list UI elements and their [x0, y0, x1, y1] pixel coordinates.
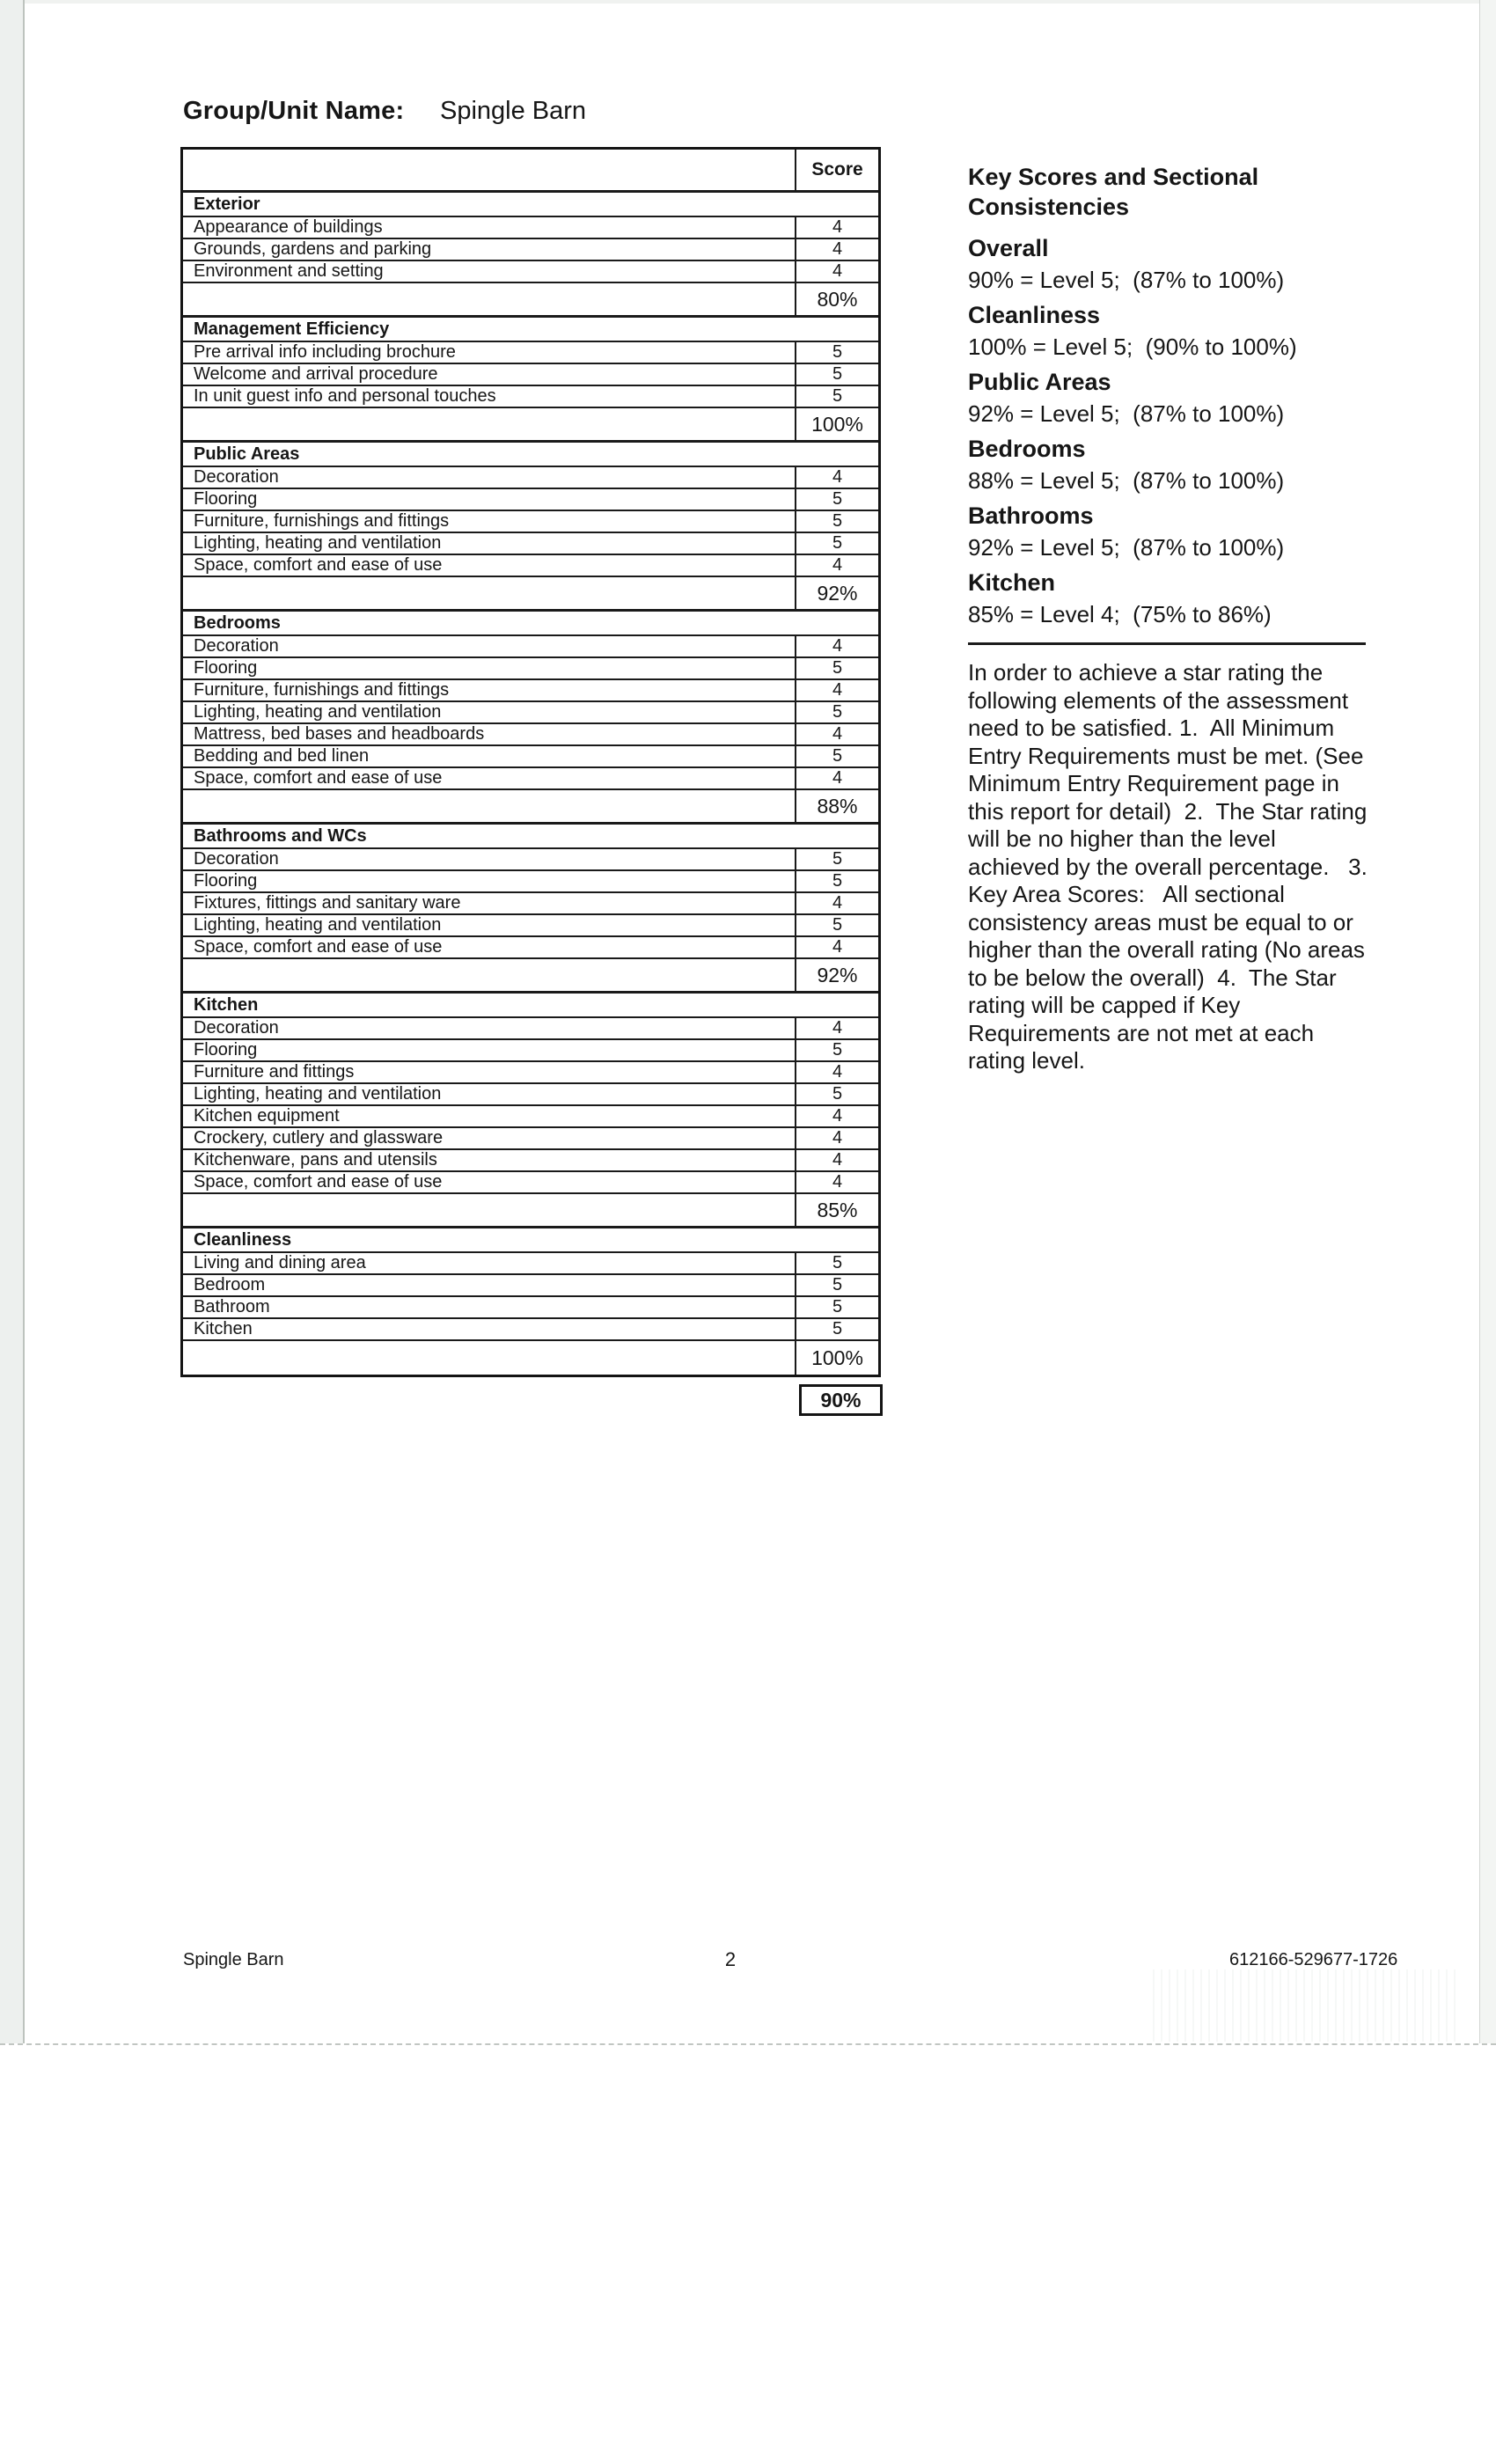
table-row [183, 937, 878, 959]
item-label: Bedding and bed linen [194, 746, 370, 766]
table-row [183, 768, 878, 790]
key-scores-divider [968, 642, 1366, 645]
key-scores-panel [968, 162, 1382, 1075]
item-score: 4 [795, 1172, 878, 1192]
item-label: In unit guest info and personal touches [194, 386, 496, 406]
section-name: Bedrooms [194, 612, 281, 633]
item-label: Fixtures, fittings and sanitary ware [194, 893, 461, 913]
item-label: Appearance of buildings [194, 217, 383, 237]
item-label: Furniture, furnishings and fittings [194, 680, 450, 700]
item-score: 4 [795, 724, 878, 744]
item-label: Flooring [194, 658, 258, 678]
item-label: Kitchen [194, 1319, 253, 1338]
item-score: 5 [795, 386, 878, 407]
table-row [183, 1172, 878, 1194]
key-score-entry [968, 299, 1382, 363]
item-label: Flooring [194, 1040, 258, 1060]
item-score: 5 [795, 658, 878, 678]
key-score-entry [968, 232, 1382, 296]
footer-reference-number: 612166-529677-1726 [1229, 1950, 1398, 1969]
table-row [183, 893, 878, 915]
table-row [183, 1018, 878, 1040]
table-row [183, 724, 878, 746]
item-score: 4 [795, 261, 878, 282]
table-row [183, 1319, 878, 1341]
star-rating-note: In order to achieve a star rating the following elements of the assessment need to be satisfied. 1. All Minimum Entry Requirements must be met. (See Minimum Entry Requirement page in this report for detail) 2. The Star rating will be no higher than the level achieved by the overall percentage. 3. Key Area Scores: All sectional consistency areas must be equal to or higher than the overall rating (No areas to be below the overall) 4. The Star rating will be capped if Key Requirements are not met at each rating level. [968, 659, 1381, 1074]
item-label: Lighting, heating and ventilation [194, 702, 442, 722]
item-score: 5 [795, 915, 878, 935]
table-row [183, 1084, 878, 1106]
section-name: Cleanliness [194, 1229, 292, 1250]
item-score: 4 [795, 555, 878, 576]
score-table-header-row [183, 150, 878, 192]
key-score-area: Kitchen [968, 569, 1056, 596]
subtotal-spacer [183, 790, 795, 822]
item-score: 4 [795, 1018, 878, 1038]
section-header-row [183, 824, 878, 849]
item-label: Crockery, cutlery and glassware [194, 1128, 444, 1148]
scan-edge-top [0, 0, 1496, 4]
item-label: Pre arrival info including brochure [194, 342, 456, 362]
item-score: 5 [795, 1297, 878, 1317]
item-label: Flooring [194, 489, 258, 509]
item-label: Lighting, heating and ventilation [194, 915, 442, 935]
section-name: Management Efficiency [194, 319, 390, 339]
subtotal-spacer [183, 408, 795, 440]
section-name: Bathrooms and WCs [194, 825, 367, 846]
table-row [183, 1253, 878, 1275]
item-label: Space, comfort and ease of use [194, 1172, 443, 1192]
key-score-value: 88% = Level 5; (87% to 100%) [968, 467, 1285, 494]
item-score: 4 [795, 467, 878, 488]
table-row [183, 849, 878, 871]
section-percent: 92% [795, 959, 878, 991]
subtotal-spacer [183, 577, 795, 609]
item-label: Kitchen equipment [194, 1106, 340, 1126]
score-column-header: Score [795, 150, 878, 190]
scan-edge-left [0, 0, 25, 2043]
item-label: Mattress, bed bases and headboards [194, 724, 485, 744]
item-label: Lighting, heating and ventilation [194, 1084, 442, 1104]
item-score: 5 [795, 1084, 878, 1104]
section-percent: 85% [795, 1194, 878, 1226]
item-score: 4 [795, 893, 878, 913]
key-score-value: 92% = Level 5; (87% to 100%) [968, 534, 1285, 561]
table-row [183, 261, 878, 283]
item-score: 4 [795, 1062, 878, 1082]
table-row [183, 511, 878, 533]
section-header-row [183, 317, 878, 342]
table-row [183, 489, 878, 511]
item-score: 4 [795, 1106, 878, 1126]
subtotal-spacer [183, 1341, 795, 1375]
table-row [183, 1128, 878, 1150]
item-label: Lighting, heating and ventilation [194, 533, 442, 553]
section-percent: 100% [795, 408, 878, 440]
item-score: 4 [795, 217, 878, 238]
table-row [183, 680, 878, 702]
table-row [183, 342, 878, 364]
section-percent: 92% [795, 577, 878, 609]
item-score: 5 [795, 342, 878, 363]
subtotal-spacer [183, 1194, 795, 1226]
item-score: 4 [795, 636, 878, 656]
item-score: 4 [795, 1128, 878, 1148]
item-label: Kitchenware, pans and utensils [194, 1150, 437, 1170]
key-score-value: 92% = Level 5; (87% to 100%) [968, 400, 1285, 427]
key-score-area: Public Areas [968, 369, 1111, 395]
item-score: 5 [795, 489, 878, 510]
item-score: 5 [795, 1253, 878, 1273]
key-score-area: Cleanliness [968, 302, 1101, 328]
item-label: Space, comfort and ease of use [194, 937, 443, 957]
section-name: Public Areas [194, 444, 300, 464]
item-score: 5 [795, 364, 878, 385]
item-score: 5 [795, 871, 878, 891]
table-row [183, 636, 878, 658]
section-header-row [183, 993, 878, 1018]
section-name: Kitchen [194, 994, 259, 1015]
item-score: 4 [795, 239, 878, 260]
table-row [183, 386, 878, 408]
section-subtotal-row [183, 959, 878, 993]
overall-score-value: 90% [820, 1388, 862, 1412]
item-label: Decoration [194, 849, 279, 869]
section-subtotal-row [183, 1194, 878, 1228]
table-row [183, 915, 878, 937]
item-label: Bathroom [194, 1297, 270, 1316]
page-number: 2 [724, 1948, 737, 1970]
key-score-area: Bedrooms [968, 436, 1086, 462]
section-percent: 88% [795, 790, 878, 822]
key-score-entry [968, 433, 1382, 496]
section-percent: 80% [795, 283, 878, 315]
footer-unit-name: Spingle Barn [183, 1950, 284, 1969]
item-score: 5 [795, 849, 878, 869]
item-label: Flooring [194, 871, 258, 891]
table-row [183, 1150, 878, 1172]
section-subtotal-row [183, 283, 878, 317]
group-unit-name-label: Group/Unit Name: [183, 97, 405, 125]
table-row [183, 217, 878, 239]
item-label: Grounds, gardens and parking [194, 239, 432, 259]
scan-page-bottom-edge [0, 2043, 1496, 2045]
section-header-row [183, 1228, 878, 1253]
item-label: Space, comfort and ease of use [194, 555, 443, 575]
item-score: 4 [795, 937, 878, 957]
table-row [183, 1275, 878, 1297]
section-subtotal-row [183, 577, 878, 611]
section-header-row [183, 192, 878, 217]
item-label: Decoration [194, 636, 279, 656]
item-label: Decoration [194, 467, 279, 487]
item-score: 5 [795, 1040, 878, 1060]
subtotal-spacer [183, 283, 795, 315]
item-score: 5 [795, 1319, 878, 1339]
key-score-value: 85% = Level 4; (75% to 86%) [968, 601, 1272, 627]
scan-noise [1153, 1969, 1461, 2042]
section-header-row [183, 442, 878, 467]
item-label: Space, comfort and ease of use [194, 768, 443, 788]
subtotal-spacer [183, 959, 795, 991]
table-row [183, 533, 878, 555]
item-score: 4 [795, 1150, 878, 1170]
key-score-area: Bathrooms [968, 502, 1094, 529]
score-table-header-spacer [183, 150, 795, 190]
scan-edge-right [1479, 0, 1496, 2043]
table-row [183, 702, 878, 724]
section-name: Exterior [194, 194, 260, 214]
key-score-entry [968, 567, 1382, 630]
item-score: 5 [795, 1275, 878, 1295]
table-row [183, 871, 878, 893]
item-label: Environment and setting [194, 261, 384, 281]
table-row [183, 1040, 878, 1062]
item-label: Bedroom [194, 1275, 266, 1294]
item-score: 5 [795, 511, 878, 532]
item-label: Furniture, furnishings and fittings [194, 511, 450, 531]
table-row [183, 746, 878, 768]
key-score-area: Overall [968, 235, 1049, 261]
section-percent: 100% [795, 1341, 878, 1375]
item-score: 4 [795, 768, 878, 788]
key-scores-entries [968, 232, 1382, 630]
table-row [183, 1106, 878, 1128]
key-score-entry [968, 366, 1382, 429]
item-label: Welcome and arrival procedure [194, 364, 438, 384]
item-score: 5 [795, 746, 878, 766]
section-header-row [183, 611, 878, 636]
item-label: Furniture and fittings [194, 1062, 355, 1082]
group-unit-name-value: Spingle Barn [440, 97, 587, 125]
key-score-entry [968, 500, 1382, 563]
table-row [183, 1297, 878, 1319]
key-scores-heading: Key Scores and Sectional Consistencies [968, 164, 1259, 220]
item-label: Living and dining area [194, 1253, 366, 1272]
table-row [183, 555, 878, 577]
item-score: 5 [795, 533, 878, 554]
table-row [183, 364, 878, 386]
key-score-value: 100% = Level 5; (90% to 100%) [968, 334, 1297, 360]
item-score: 4 [795, 680, 878, 700]
overall-score-box [799, 1384, 883, 1416]
section-subtotal-row [183, 790, 878, 824]
key-score-value: 90% = Level 5; (87% to 100%) [968, 267, 1285, 293]
section-subtotal-row [183, 408, 878, 442]
table-row [183, 239, 878, 261]
section-subtotal-row [183, 1341, 878, 1375]
table-row [183, 467, 878, 489]
score-table [180, 147, 881, 1377]
item-score: 5 [795, 702, 878, 722]
item-label: Decoration [194, 1018, 279, 1038]
table-row [183, 658, 878, 680]
table-row [183, 1062, 878, 1084]
